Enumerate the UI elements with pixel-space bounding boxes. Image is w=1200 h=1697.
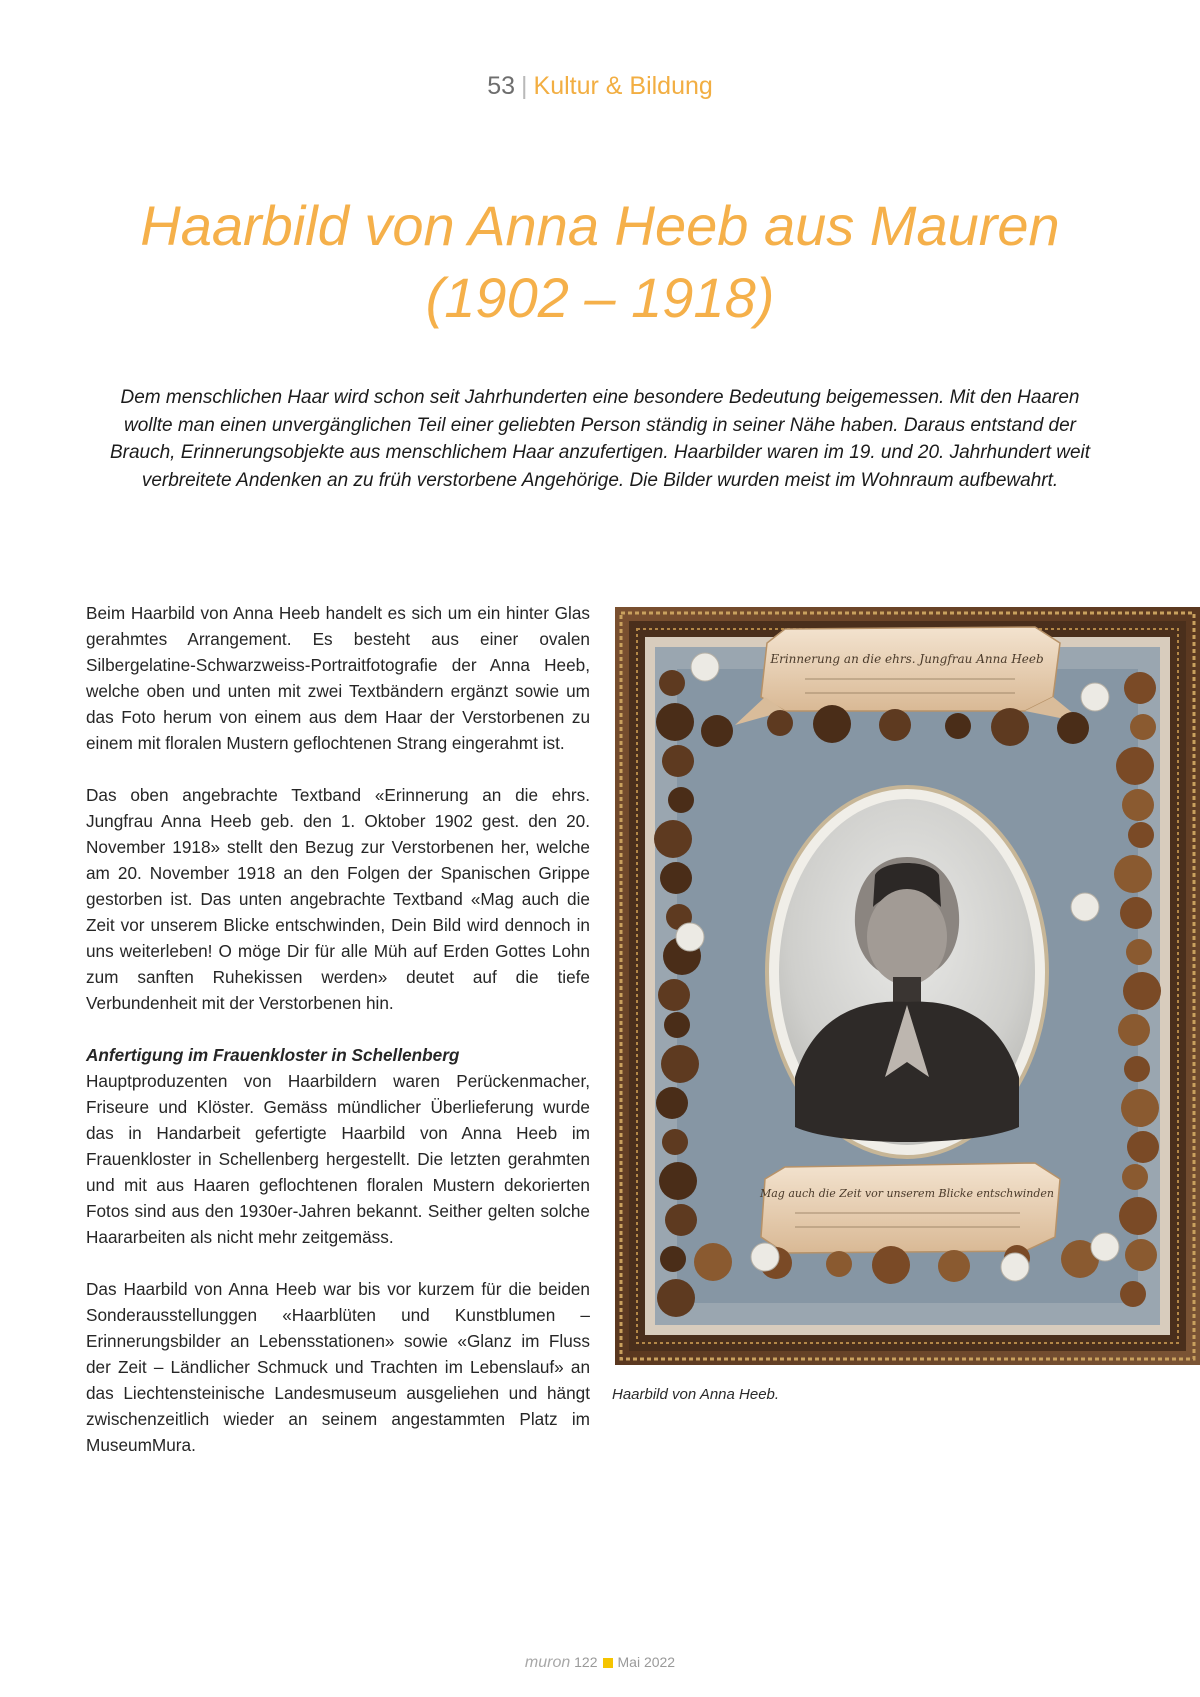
- hair-flower: [1123, 972, 1161, 1010]
- hair-flower: [657, 1279, 695, 1317]
- hair-flower: [701, 715, 733, 747]
- hair-flower: [1122, 1164, 1148, 1190]
- hair-flower: [938, 1250, 970, 1282]
- article-title: [60, 190, 1140, 334]
- framed-portrait-image: [615, 607, 1200, 1365]
- section-block: [86, 1042, 590, 1250]
- section-label: Kultur & Bildung: [533, 72, 713, 100]
- top-ribbon-text: Erinnerung an die ehrs. Jungfrau Anna Heeb: [770, 652, 1044, 666]
- hair-flower: [654, 820, 692, 858]
- body-column: [86, 600, 590, 1484]
- title-line-2: (1902 – 1918): [425, 266, 775, 329]
- hair-flower: [659, 670, 685, 696]
- hair-flower: [662, 745, 694, 777]
- bottom-text-ribbon: [759, 1163, 1060, 1253]
- page-header: [0, 72, 1200, 101]
- page-number: 53: [487, 72, 516, 100]
- hair-flower: [991, 708, 1029, 746]
- hair-flower: [1130, 714, 1156, 740]
- page-footer: [0, 1654, 1200, 1672]
- header-separator: |: [521, 72, 528, 100]
- hair-flower: [1119, 1197, 1157, 1235]
- footer-square-icon: [603, 1658, 613, 1668]
- subheading: Anfertigung im Frauenkloster in Schellenberg: [86, 1045, 460, 1065]
- hair-flower: [1126, 939, 1152, 965]
- article-lead: Dem menschlichen Haar wird schon seit Jahrhunderten eine besondere Bedeutung beigemessen. Mit den Haaren wollte man einen unvergänglichen Teil einer geliebten Person ständig in seiner Nähe haben. Daraus entstand der Brauch, Erinnerungsobjekte aus menschlichem Haar anzufertigen. Haarbilder waren im 19. und 20. Jahrhundert weit verbreitete Andenken an zu früh verstorbene Angehörige. Die Bilder wurden meist im Wohnraum aufbewahrt.: [109, 387, 1091, 491]
- footer-brand: muron: [524, 1654, 571, 1671]
- paragraph-3: Hauptproduzenten von Haarbildern waren Perückenmacher, Friseure und Klöster. Gemäss mündlicher Überlieferung wurde das in Handarbeit gefertigte Haarbild von Anna Heeb im Frauenkloster in Schellenberg hergestellt. Die letzten gerahmten und mit aus Haaren geflochtenen floralen Mustern dekorierten Fotos sind aus den 1930er-Jahren bekannt. Seither gelten solche Haararbeiten als nicht mehr zeitgemäss.: [86, 1071, 590, 1247]
- hair-flower: [656, 703, 694, 741]
- hair-flower: [661, 1045, 699, 1083]
- paragraph-2: Das oben angebrachte Textband «Erinnerung an die ehrs. Jungfrau Anna Heeb geb. den 1. Oktober 1902 gest. den 20. November 1918» stellt den Bezug zur Verstorbenen her, welche am 20. November 1918 an den Folgen der Spanischen Grippe gestorben ist. Das unten angebrachte Textband «Mag auch die Zeit vor unserem Blicke entschwinden, Dein Bild wird dennoch in uns weiterleben! O möge Dir für alle Müh auf Erden Gottes Lohn zum sanften Ruhekissen werden» deutet auf die tiefe Verbundenheit mit der Verstorbenen hin.: [86, 785, 590, 1013]
- hair-flower: [658, 979, 690, 1011]
- hair-flower: [1124, 672, 1156, 704]
- hair-flower: [1114, 855, 1152, 893]
- white-rosette: [751, 1243, 779, 1271]
- hair-flower: [813, 705, 851, 743]
- hair-flower: [665, 1204, 697, 1236]
- hair-flower: [1121, 1089, 1159, 1127]
- white-rosette: [1091, 1233, 1119, 1261]
- hair-picture-photo: [615, 607, 1200, 1365]
- white-rosette: [1081, 683, 1109, 711]
- white-rosette: [676, 923, 704, 951]
- hair-flower: [1120, 1281, 1146, 1307]
- footer-date: Mai 2022: [617, 1654, 676, 1670]
- white-rosette: [1071, 893, 1099, 921]
- hair-flower: [1127, 1131, 1159, 1163]
- white-rosette: [691, 653, 719, 681]
- paragraph-4: Das Haarbild von Anna Heeb war bis vor kurzem für die beiden Sonderausstellunggen «Haarblüten und Kunstblumen – Erinnerungsbilder an Lebensstationen» sowie «Glanz im Fluss der Zeit – Ländlicher Schmuck und Trachten im Lebenslauf» an das Liechtensteinische Landesmuseum ausgeliehen und hängt zwischenzeitlich wieder an seinem angestammten Platz im MuseumMura.: [86, 1279, 590, 1455]
- hair-flower: [1122, 789, 1154, 821]
- white-rosette: [1001, 1253, 1029, 1281]
- hair-flower: [1057, 712, 1089, 744]
- hair-flower: [1125, 1239, 1157, 1271]
- hair-flower: [1128, 822, 1154, 848]
- bottom-ribbon-text: Mag auch die Zeit vor unserem Blicke entschwinden: [759, 1187, 1055, 1200]
- hair-flower: [1120, 897, 1152, 929]
- hair-flower: [1118, 1014, 1150, 1046]
- hair-flower: [872, 1246, 910, 1284]
- hair-flower: [694, 1243, 732, 1281]
- hair-flower: [660, 862, 692, 894]
- paragraph-1: Beim Haarbild von Anna Heeb handelt es sich um ein hinter Glas gerahmtes Arrangement. Es besteht aus einer ovalen Silbergelatine-Schwarzweiss-Portraitfotografie der Anna Heeb, welche oben und unten mit zwei Textbändern ergänzt sowie um das Foto herum von einem aus dem Haar der Verstorbenen zu einem mit floralen Mustern geflochtenen Strang eingerahmt ist.: [86, 603, 590, 753]
- hair-flower: [662, 1129, 688, 1155]
- hair-flower: [826, 1251, 852, 1277]
- title-line-1: Haarbild von Anna Heeb aus Mauren: [140, 194, 1060, 257]
- hair-flower: [668, 787, 694, 813]
- hair-flower: [879, 709, 911, 741]
- figure-caption: Haarbild von Anna Heeb.: [612, 1386, 780, 1403]
- hair-flower: [659, 1162, 697, 1200]
- top-text-ribbon: [735, 627, 1085, 725]
- footer-issue: 122: [574, 1654, 598, 1670]
- hair-flower: [660, 1246, 686, 1272]
- hair-flower: [945, 713, 971, 739]
- hair-flower: [664, 1012, 690, 1038]
- hair-flower: [656, 1087, 688, 1119]
- hair-flower: [1116, 747, 1154, 785]
- hair-flower: [767, 710, 793, 736]
- hair-flower: [1124, 1056, 1150, 1082]
